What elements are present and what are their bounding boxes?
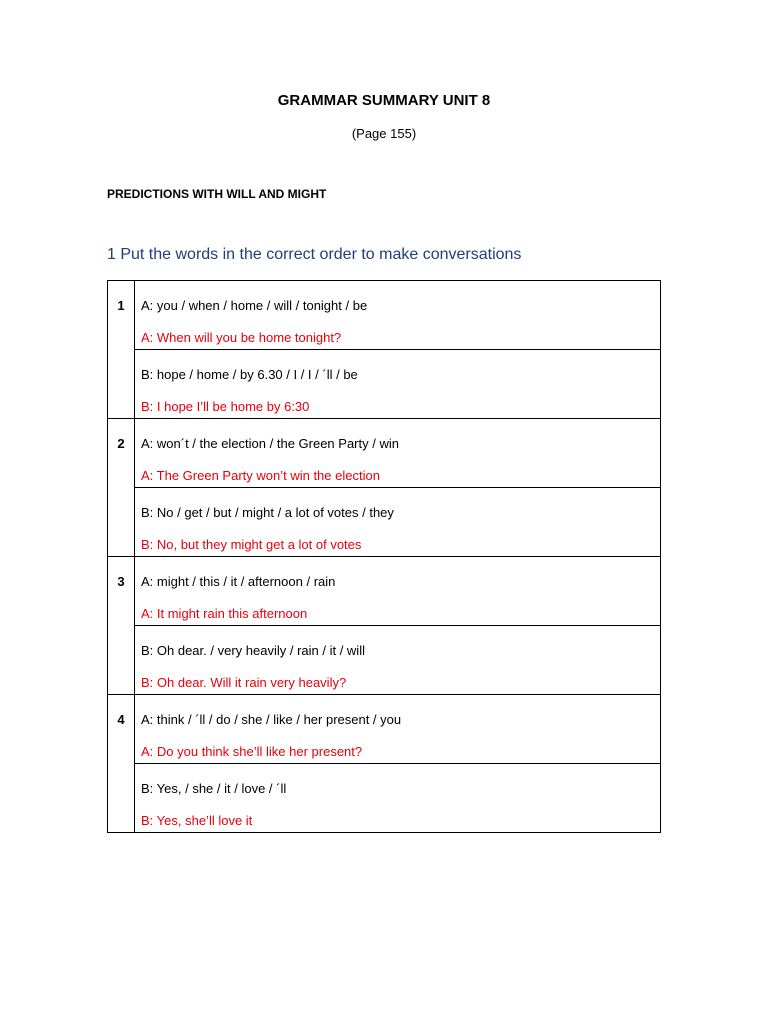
- table-row: [108, 764, 661, 833]
- speaker-a-cell: [135, 557, 661, 626]
- item-number: 2: [108, 419, 135, 557]
- item-number: 4: [108, 695, 135, 833]
- page-title: GRAMMAR SUMMARY UNIT 8: [277, 92, 491, 109]
- item-number: 1: [108, 281, 135, 419]
- answer-text: A: When will you be home tonight?: [141, 330, 342, 345]
- table-row: [108, 350, 661, 419]
- table-row: [108, 419, 661, 488]
- prompt-text: B: Oh dear. / very heavily / rain / it / will: [141, 643, 365, 658]
- exercise-table: [107, 280, 661, 833]
- speaker-b-cell: [135, 764, 661, 833]
- table-row: [108, 488, 661, 557]
- table-row: [108, 695, 661, 764]
- item-number: 3: [108, 557, 135, 695]
- answer-text: B: Oh dear. Will it rain very heavily?: [141, 675, 347, 690]
- table-row: [108, 626, 661, 695]
- speaker-a-cell: [135, 281, 661, 350]
- table-row: [108, 557, 661, 626]
- answer-text: A: It might rain this afternoon: [141, 606, 308, 621]
- answer-text: A: The Green Party won’t win the election: [141, 468, 380, 483]
- speaker-a-cell: [135, 419, 661, 488]
- prompt-text: B: Yes, / she / it / love / ´ll: [141, 781, 287, 796]
- page-reference: (Page 155): [351, 126, 417, 141]
- speaker-b-cell: [135, 488, 661, 557]
- answer-text: B: I hope I’ll be home by 6:30: [141, 399, 310, 414]
- section-heading: PREDICTIONS WITH WILL AND MIGHT: [107, 187, 327, 201]
- speaker-a-cell: [135, 695, 661, 764]
- prompt-text: A: think / ´ll / do / she / like / her present / you: [141, 712, 402, 727]
- table-row: [108, 281, 661, 350]
- exercise-heading: 1 Put the words in the correct order to make conversations: [107, 246, 522, 263]
- prompt-text: A: might / this / it / afternoon / rain: [141, 574, 336, 589]
- prompt-text: A: you / when / home / will / tonight / be: [141, 298, 368, 313]
- speaker-b-cell: [135, 350, 661, 419]
- answer-text: A: Do you think she’ll like her present?: [141, 744, 363, 759]
- prompt-text: A: won´t / the election / the Green Party / win: [141, 436, 399, 451]
- speaker-b-cell: [135, 626, 661, 695]
- prompt-text: B: No / get / but / might / a lot of votes / they: [141, 505, 394, 520]
- prompt-text: B: hope / home / by 6.30 / I / I / ´ll / be: [141, 367, 358, 382]
- answer-text: B: Yes, she’ll love it: [141, 813, 253, 828]
- answer-text: B: No, but they might get a lot of votes: [141, 537, 362, 552]
